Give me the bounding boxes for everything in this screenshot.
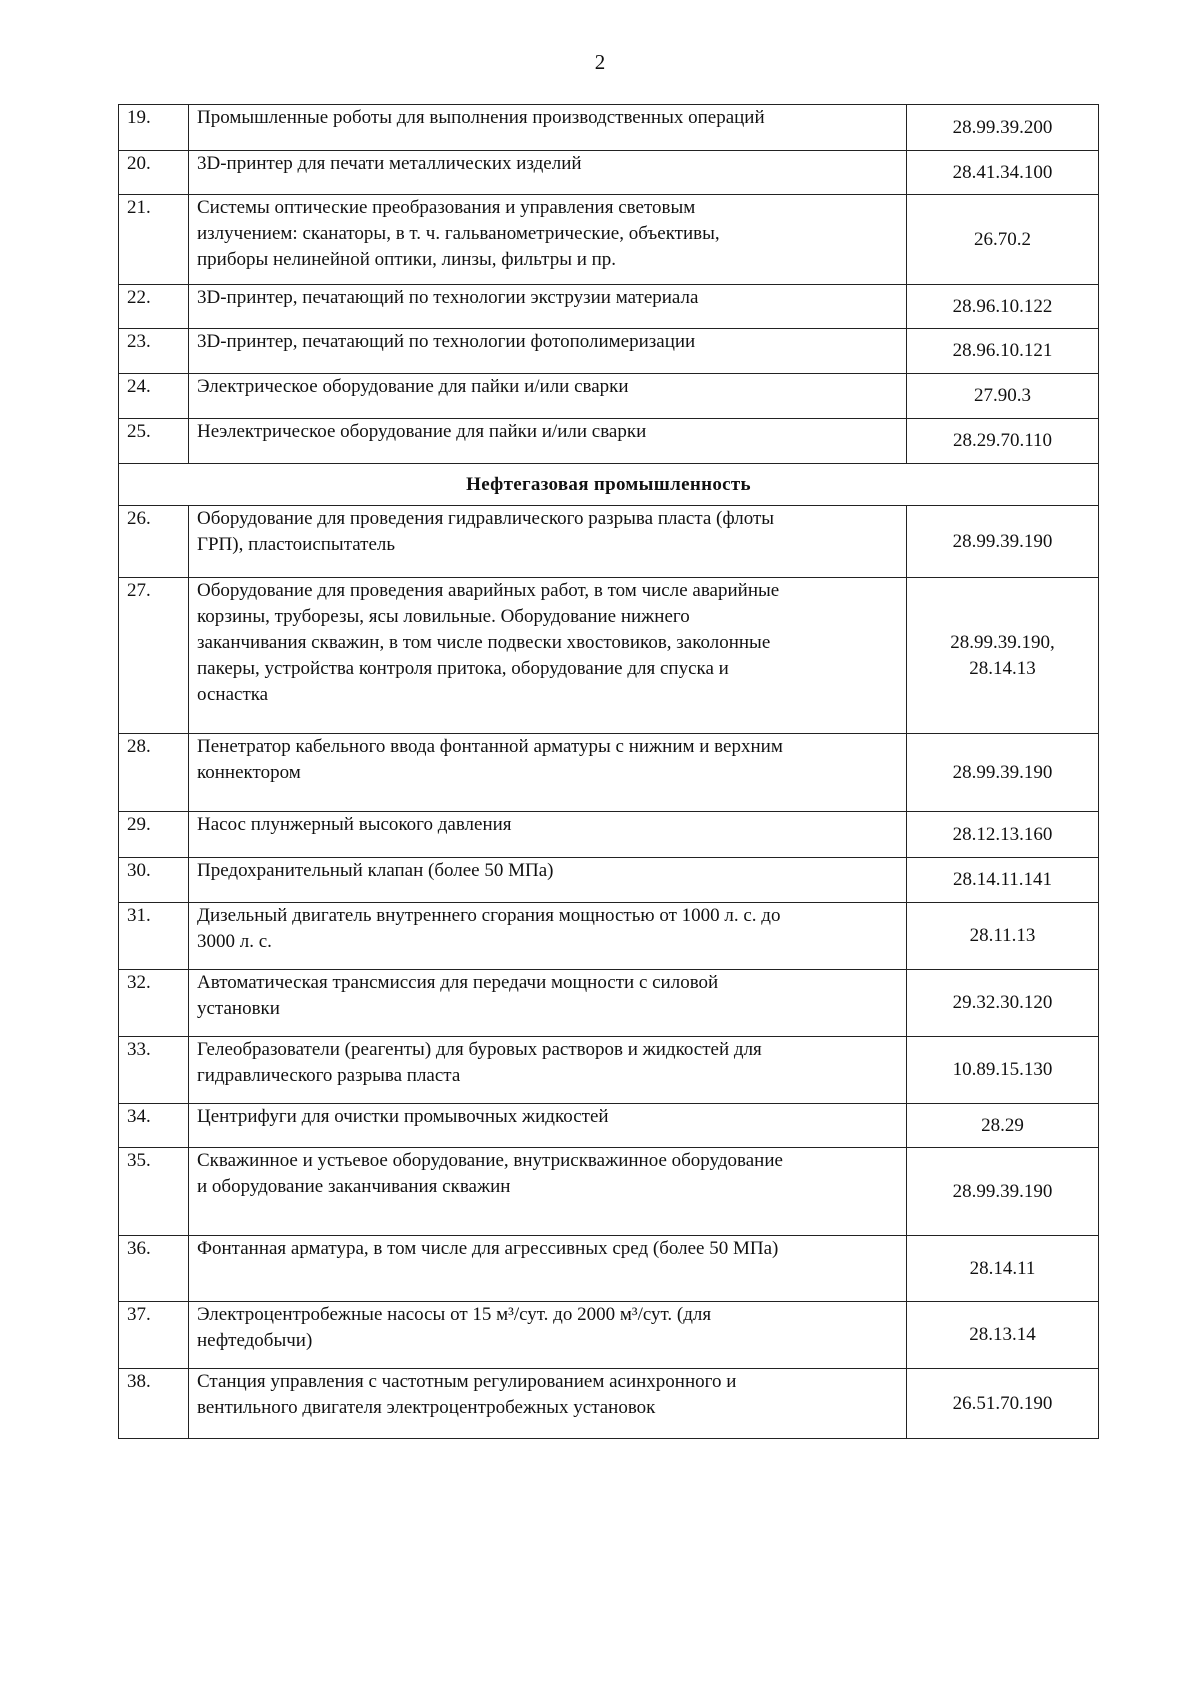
table-row — [119, 1369, 1099, 1439]
okpd-code: 28.14.11.141 — [952, 869, 1053, 890]
okpd-code-cell — [907, 1369, 1099, 1439]
row-number-cell — [119, 1369, 189, 1439]
okpd-code: 28.96.10.121 — [952, 340, 1053, 361]
row-number-cell — [119, 578, 189, 734]
product-name-line: Гелеобразователи (реагенты) для буровых растворов и жидкостей для — [197, 1039, 762, 1060]
row-number: 26. — [127, 508, 151, 529]
row-number: 24. — [127, 376, 151, 397]
table-row — [119, 374, 1099, 419]
row-number: 29. — [127, 814, 151, 835]
table-row — [119, 812, 1099, 858]
okpd-code: 28.99.39.190 — [952, 530, 1053, 552]
okpd-code: 10.89.15.130 — [952, 1059, 1053, 1080]
row-number: 19. — [127, 107, 151, 128]
product-name-line: Автоматическая трансмиссия для передачи мощности с силовой — [197, 972, 719, 993]
table-row — [119, 1148, 1099, 1236]
okpd-code-cell — [907, 812, 1099, 858]
product-name-cell — [189, 374, 907, 419]
okpd-code: 28.14.13 — [969, 657, 1036, 679]
okpd-code: 28.14.11 — [969, 1257, 1036, 1279]
product-name-line: Пенетратор кабельного ввода фонтанной арматуры с нижним и верхним — [197, 736, 783, 757]
okpd-code: 28.99.39.190, — [950, 631, 1055, 653]
table-row — [119, 1236, 1099, 1302]
product-name-cell — [189, 734, 907, 812]
product-name-line: Промышленные роботы для выполнения производственных операций — [197, 107, 765, 128]
section-row — [119, 464, 1099, 506]
row-number: 34. — [127, 1106, 151, 1127]
okpd-code-cell — [907, 151, 1099, 195]
row-number: 37. — [127, 1304, 151, 1325]
equipment-table-body — [119, 105, 1099, 1439]
product-name-line: ГРП), пластоиспытатель — [197, 534, 396, 555]
product-name-line: гидравлического разрыва пласта — [197, 1065, 461, 1086]
okpd-code: 27.90.3 — [974, 385, 1031, 406]
row-number-cell — [119, 1236, 189, 1302]
row-number: 36. — [127, 1238, 151, 1259]
page-number: 2 — [594, 50, 606, 74]
row-number-cell — [119, 1148, 189, 1236]
row-number: 22. — [127, 287, 151, 308]
section-title: Нефтегазовая промышленность — [119, 464, 1099, 506]
table-row — [119, 285, 1099, 329]
product-name-line: Предохранительный клапан (более 50 МПа) — [197, 860, 554, 881]
okpd-code: 28.99.39.190 — [952, 761, 1053, 783]
product-name-cell — [189, 970, 907, 1037]
product-name-cell — [189, 285, 907, 329]
product-name-cell — [189, 419, 907, 464]
row-number-cell — [119, 329, 189, 374]
product-name-cell — [189, 1369, 907, 1439]
product-name-line: установки — [197, 998, 280, 1019]
row-number-cell — [119, 419, 189, 464]
row-number: 32. — [127, 972, 151, 993]
row-number: 30. — [127, 860, 151, 881]
okpd-code-cell — [907, 1236, 1099, 1302]
okpd-code: 28.29 — [981, 1114, 1024, 1136]
okpd-code-cell — [907, 374, 1099, 419]
product-name-line: 3D-принтер для печати металлических изделий — [197, 153, 582, 174]
product-name-cell — [189, 1104, 907, 1148]
product-name-line: 3000 л. с. — [197, 931, 272, 952]
product-name-line: пакеры, устройства контроля притока, оборудование для спуска и — [197, 658, 729, 679]
product-name-line: Электрическое оборудование для пайки и/или сварки — [197, 376, 629, 397]
table-row — [119, 1104, 1099, 1148]
okpd-code: 28.13.14 — [969, 1324, 1036, 1345]
product-name-line: Системы оптические преобразования и управления световым — [197, 197, 696, 218]
product-name-cell — [189, 578, 907, 734]
row-number-cell — [119, 374, 189, 419]
row-number-cell — [119, 195, 189, 285]
product-name-cell — [189, 105, 907, 151]
product-name-line: Электроцентробежные насосы от 15 м³/сут. до 2000 м³/сут. (для — [197, 1304, 712, 1325]
okpd-code-cell — [907, 1148, 1099, 1236]
okpd-code-cell — [907, 1037, 1099, 1104]
product-name-line: оснастка — [197, 684, 269, 705]
table-row — [119, 419, 1099, 464]
table-row — [119, 1302, 1099, 1369]
product-name-cell — [189, 195, 907, 285]
okpd-code-cell — [907, 858, 1099, 903]
product-name-line: Центрифуги для очистки промывочных жидкостей — [197, 1106, 609, 1127]
table-row — [119, 578, 1099, 734]
table-row — [119, 105, 1099, 151]
table-row — [119, 329, 1099, 374]
product-name-line: Дизельный двигатель внутреннего сгорания мощностью от 1000 л. с. до — [197, 905, 781, 926]
table-row — [119, 858, 1099, 903]
equipment-table — [118, 104, 1099, 1439]
okpd-code: 29.32.30.120 — [952, 992, 1053, 1013]
row-number: 25. — [127, 421, 151, 442]
product-name-line: Насос плунжерный высокого давления — [197, 814, 512, 835]
okpd-code-cell — [907, 285, 1099, 329]
okpd-code-cell — [907, 970, 1099, 1037]
product-name-line: коннектором — [197, 762, 301, 783]
product-name-line: Оборудование для проведения гидравлического разрыва пласта (флоты — [197, 508, 775, 529]
table-row — [119, 1037, 1099, 1104]
okpd-code-cell — [907, 903, 1099, 970]
product-name-line: приборы нелинейной оптики, линзы, фильтры и пр. — [197, 249, 617, 270]
table-row — [119, 506, 1099, 578]
product-name-line: вентильного двигателя электроцентробежных установок — [197, 1397, 656, 1418]
table-row — [119, 903, 1099, 970]
okpd-code-cell — [907, 195, 1099, 285]
okpd-code: 28.96.10.122 — [952, 295, 1053, 317]
okpd-code-cell — [907, 1104, 1099, 1148]
row-number-cell — [119, 1302, 189, 1369]
product-name-line: заканчивания скважин, в том числе подвески хвостовиков, заколонные — [197, 632, 771, 653]
row-number-cell — [119, 903, 189, 970]
table-row — [119, 734, 1099, 812]
okpd-code: 28.11.13 — [969, 925, 1036, 946]
okpd-code-cell — [907, 734, 1099, 812]
row-number: 35. — [127, 1150, 151, 1171]
product-name-line: нефтедобычи) — [197, 1330, 313, 1351]
row-number-cell — [119, 1104, 189, 1148]
okpd-code: 28.99.39.190 — [952, 1180, 1053, 1202]
okpd-code-cell — [907, 105, 1099, 151]
okpd-code-cell — [907, 419, 1099, 464]
row-number: 31. — [127, 905, 151, 926]
row-number-cell — [119, 812, 189, 858]
product-name-cell — [189, 858, 907, 903]
row-number: 27. — [127, 580, 151, 601]
table-row — [119, 151, 1099, 195]
row-number: 21. — [127, 197, 151, 218]
row-number: 20. — [127, 153, 151, 174]
row-number-cell — [119, 970, 189, 1037]
row-number-cell — [119, 105, 189, 151]
okpd-code: 28.41.34.100 — [952, 161, 1053, 183]
table-row — [119, 195, 1099, 285]
product-name-line: излучением: сканаторы, в т. ч. гальванометрические, объективы, — [197, 223, 720, 244]
okpd-code-cell — [907, 1302, 1099, 1369]
table-row — [119, 970, 1099, 1037]
product-name-line: корзины, труборезы, ясы ловильные. Оборудование нижнего — [197, 606, 690, 627]
row-number: 23. — [127, 331, 151, 352]
product-name-cell — [189, 1302, 907, 1369]
product-name-line: Скважинное и устьевое оборудование, внутрискважинное оборудование — [197, 1150, 783, 1171]
row-number: 28. — [127, 736, 151, 757]
product-name-line: Оборудование для проведения аварийных работ, в том числе аварийные — [197, 580, 780, 601]
okpd-code: 26.51.70.190 — [952, 1392, 1053, 1414]
okpd-code: 26.70.2 — [974, 228, 1031, 250]
row-number-cell — [119, 506, 189, 578]
product-name-cell — [189, 1037, 907, 1104]
product-name-cell — [189, 1236, 907, 1302]
row-number-cell — [119, 285, 189, 329]
product-name-line: 3D-принтер, печатающий по технологии фотополимеризации — [197, 331, 696, 352]
row-number: 38. — [127, 1371, 151, 1392]
okpd-code-cell — [907, 578, 1099, 734]
product-name-cell — [189, 1148, 907, 1236]
product-name-cell — [189, 506, 907, 578]
row-number-cell — [119, 1037, 189, 1104]
product-name-line: Станция управления с частотным регулированием асинхронного и — [197, 1371, 737, 1392]
row-number-cell — [119, 858, 189, 903]
product-name-line: Неэлектрическое оборудование для пайки и/или сварки — [197, 421, 647, 442]
product-name-cell — [189, 903, 907, 970]
product-name-cell — [189, 329, 907, 374]
row-number: 33. — [127, 1039, 151, 1060]
row-number-cell — [119, 151, 189, 195]
okpd-code-cell — [907, 329, 1099, 374]
okpd-code: 28.29.70.110 — [952, 430, 1053, 451]
product-name-cell — [189, 812, 907, 858]
okpd-code: 28.99.39.200 — [952, 116, 1053, 138]
row-number-cell — [119, 734, 189, 812]
okpd-code-cell — [907, 506, 1099, 578]
okpd-code: 28.12.13.160 — [952, 823, 1053, 845]
product-name-cell — [189, 151, 907, 195]
product-name-line: Фонтанная арматура, в том числе для агрессивных сред (более 50 МПа) — [197, 1238, 779, 1259]
product-name-line: и оборудование заканчивания скважин — [197, 1176, 511, 1197]
product-name-line: 3D-принтер, печатающий по технологии экструзии материала — [197, 287, 699, 308]
